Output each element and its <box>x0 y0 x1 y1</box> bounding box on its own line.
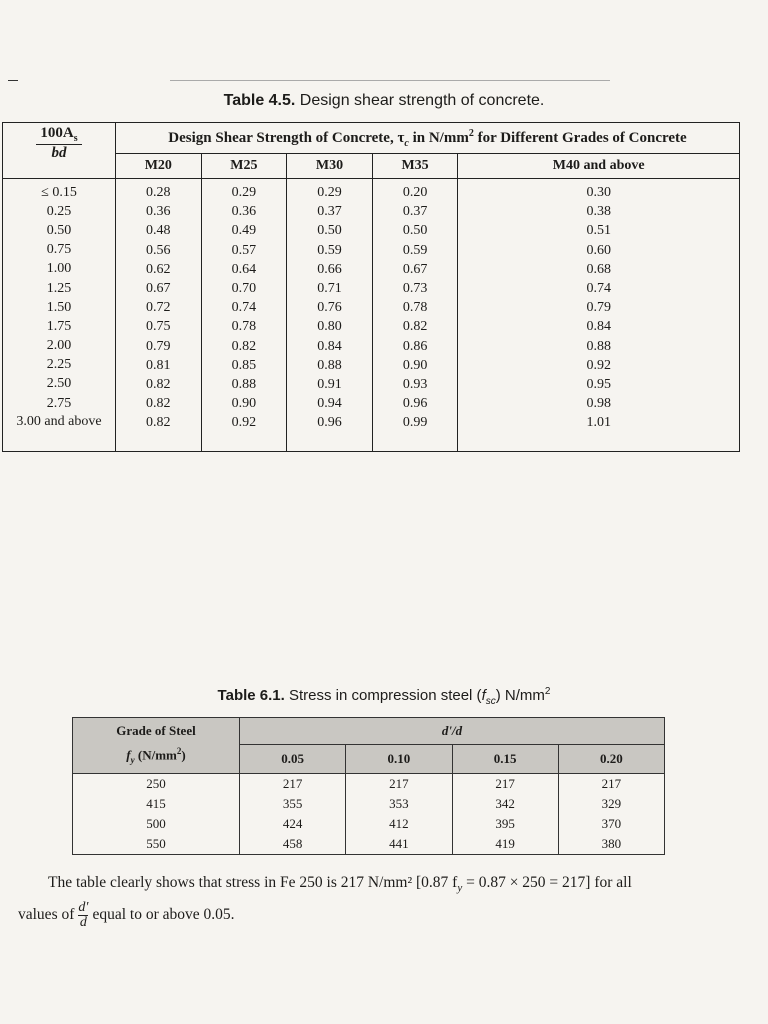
grade-header: M30 <box>287 154 373 179</box>
table-row <box>3 298 740 317</box>
note-line2-start: values of <box>18 906 75 924</box>
strength-cell: 0.56 <box>116 241 202 260</box>
strength-cell: 0.62 <box>116 260 202 279</box>
header-unit: in N/mm <box>408 129 469 146</box>
strength-cell: 0.30 <box>458 179 740 203</box>
dd-ratio-header: d'/d <box>240 718 665 745</box>
ratio-cell: 0.50 <box>3 221 116 240</box>
strength-cell: 0.91 <box>287 375 373 394</box>
ratio-cell: 1.75 <box>3 317 116 336</box>
ratio-denominator: bd <box>51 145 67 161</box>
ratio-cell: 0.25 <box>3 202 116 221</box>
table-row <box>3 241 740 260</box>
table-4-5 <box>2 122 740 452</box>
table-row <box>3 279 740 298</box>
strength-cell: 0.48 <box>116 221 202 240</box>
strength-cell: 0.96 <box>287 413 373 452</box>
ratio-cell: 2.00 <box>3 337 116 356</box>
strength-cell: 0.81 <box>116 356 202 375</box>
strength-cell: 0.88 <box>201 375 287 394</box>
table-6-1 <box>72 717 665 855</box>
strength-cell: 0.59 <box>287 241 373 260</box>
strength-cell: 0.82 <box>116 375 202 394</box>
strength-cell: 0.82 <box>116 413 202 452</box>
strength-cell: 0.74 <box>458 279 740 298</box>
strength-cell: 0.51 <box>458 221 740 240</box>
table-row <box>3 179 740 203</box>
ratio-cell: 1.50 <box>3 298 116 317</box>
strength-cell: 0.73 <box>372 279 458 298</box>
table-row <box>3 337 740 356</box>
table-row <box>3 413 740 452</box>
steel-grade-cell: 550 <box>73 834 240 855</box>
dd-value-header: 0.15 <box>452 745 558 774</box>
ratio-cell: 2.50 <box>3 375 116 394</box>
strength-cell: 0.64 <box>201 260 287 279</box>
strength-cell: 0.70 <box>201 279 287 298</box>
strength-cell: 0.79 <box>116 337 202 356</box>
ratio-cell: 2.25 <box>3 356 116 375</box>
strength-cell: 0.82 <box>201 337 287 356</box>
dd-value-header: 0.05 <box>240 745 346 774</box>
strength-cell: 0.59 <box>372 241 458 260</box>
strength-cell: 0.82 <box>372 317 458 336</box>
caption-sub: sc <box>485 696 496 707</box>
steel-grade-header <box>73 718 240 774</box>
strength-cell: 0.88 <box>458 337 740 356</box>
table-row <box>73 794 665 814</box>
note-line2-end: equal to or above 0.05. <box>92 906 235 924</box>
table-row <box>3 317 740 336</box>
strength-cell: 0.94 <box>287 394 373 413</box>
strength-cell: 0.92 <box>458 356 740 375</box>
steel-header-unit: (N/mm <box>134 747 177 763</box>
steel-header-sup: 2 <box>176 746 182 757</box>
table-4-5-title: Design shear strength of concrete. <box>295 92 545 109</box>
table-row <box>3 394 740 413</box>
strength-cell: 0.80 <box>287 317 373 336</box>
caption-end: ) N/mm <box>495 687 545 704</box>
strength-cell: 0.82 <box>116 394 202 413</box>
ratio-cell: 1.00 <box>3 260 116 279</box>
ratio-cell: 3.00 and above <box>3 413 116 452</box>
stress-cell: 342 <box>452 794 558 814</box>
shear-strength-header <box>116 123 740 154</box>
strength-cell: 0.57 <box>201 241 287 260</box>
table-row <box>73 774 665 795</box>
strength-cell: 0.90 <box>372 356 458 375</box>
header-sub: c <box>404 137 409 149</box>
ratio-header <box>3 123 116 179</box>
steel-header-line1: Grade of Steel <box>116 723 196 739</box>
grade-header: M20 <box>116 154 202 179</box>
stress-cell: 370 <box>558 814 664 834</box>
strength-cell: 0.29 <box>287 179 373 203</box>
strength-cell: 0.90 <box>201 394 287 413</box>
strength-cell: 0.60 <box>458 241 740 260</box>
table-6-1-caption <box>0 686 768 707</box>
table-row <box>3 356 740 375</box>
explanatory-note <box>18 870 738 930</box>
note-sub: y <box>457 882 463 895</box>
header-text: Design Shear Strength of Concrete, τ <box>168 129 405 146</box>
strength-cell: 1.01 <box>458 413 740 452</box>
table-row <box>3 221 740 240</box>
strength-cell: 0.36 <box>116 202 202 221</box>
table-row <box>3 202 740 221</box>
ratio-cell: 1.25 <box>3 279 116 298</box>
stress-cell: 458 <box>240 834 346 855</box>
stress-cell: 329 <box>558 794 664 814</box>
stress-cell: 441 <box>346 834 452 855</box>
stress-cell: 419 <box>452 834 558 855</box>
steel-header-sub: y <box>130 754 135 765</box>
stress-cell: 424 <box>240 814 346 834</box>
steel-grade-cell: 415 <box>73 794 240 814</box>
strength-cell: 0.67 <box>372 260 458 279</box>
page-dash <box>8 80 18 81</box>
strength-cell: 0.93 <box>372 375 458 394</box>
grade-header: M40 and above <box>458 154 740 179</box>
strength-cell: 0.78 <box>372 298 458 317</box>
note-line1-end: = 0.87 × 250 = 217] for all <box>462 874 632 891</box>
d-ratio-fraction <box>78 901 88 930</box>
ratio-cell: ≤ 0.15 <box>3 179 116 203</box>
strength-cell: 0.74 <box>201 298 287 317</box>
strength-cell: 0.66 <box>287 260 373 279</box>
strength-cell: 0.99 <box>372 413 458 452</box>
stress-cell: 395 <box>452 814 558 834</box>
table-row <box>73 814 665 834</box>
strength-cell: 0.92 <box>201 413 287 452</box>
strength-cell: 0.28 <box>116 179 202 203</box>
table-row <box>3 375 740 394</box>
strength-cell: 0.96 <box>372 394 458 413</box>
strength-cell: 0.37 <box>372 202 458 221</box>
strength-cell: 0.49 <box>201 221 287 240</box>
caption-sup: 2 <box>544 686 551 697</box>
stress-cell: 217 <box>346 774 452 795</box>
stress-cell: 355 <box>240 794 346 814</box>
strength-cell: 0.95 <box>458 375 740 394</box>
strength-cell: 0.84 <box>287 337 373 356</box>
table-row <box>73 834 665 855</box>
table-row <box>3 260 740 279</box>
ratio-subscript: s <box>73 133 78 144</box>
header-rule <box>170 80 610 81</box>
strength-cell: 0.85 <box>201 356 287 375</box>
grade-header: M25 <box>201 154 287 179</box>
caption-f: f <box>481 687 486 704</box>
strength-cell: 0.88 <box>287 356 373 375</box>
strength-cell: 0.37 <box>287 202 373 221</box>
stress-cell: 412 <box>346 814 452 834</box>
header-sup: 2 <box>468 127 474 139</box>
steel-header-f: f <box>126 747 131 763</box>
strength-cell: 0.20 <box>372 179 458 203</box>
strength-cell: 0.79 <box>458 298 740 317</box>
dd-value-header: 0.10 <box>346 745 452 774</box>
ratio-cell: 2.75 <box>3 394 116 413</box>
strength-cell: 0.67 <box>116 279 202 298</box>
stress-cell: 217 <box>452 774 558 795</box>
caption-text: Stress in compression steel ( <box>284 687 482 704</box>
stress-cell: 353 <box>346 794 452 814</box>
stress-cell: 217 <box>240 774 346 795</box>
dd-value-header: 0.20 <box>558 745 664 774</box>
ratio-cell: 0.75 <box>3 241 116 260</box>
table-4-5-label: Table 4.5. <box>223 92 296 109</box>
strength-cell: 0.72 <box>116 298 202 317</box>
fraction-denominator: d <box>79 915 87 931</box>
table-4-5-caption <box>0 92 768 110</box>
strength-cell: 0.68 <box>458 260 740 279</box>
strength-cell: 0.29 <box>201 179 287 203</box>
stress-cell: 217 <box>558 774 664 795</box>
strength-cell: 0.38 <box>458 202 740 221</box>
strength-cell: 0.50 <box>287 221 373 240</box>
table-6-1-label: Table 6.1. <box>217 687 285 704</box>
stress-cell: 380 <box>558 834 664 855</box>
strength-cell: 0.50 <box>372 221 458 240</box>
ratio-numerator: 100A <box>40 125 74 141</box>
steel-grade-cell: 500 <box>73 814 240 834</box>
fraction-numerator: d′ <box>78 900 89 916</box>
strength-cell: 0.84 <box>458 317 740 336</box>
grade-header: M35 <box>372 154 458 179</box>
steel-grade-cell: 250 <box>73 774 240 795</box>
strength-cell: 0.86 <box>372 337 458 356</box>
strength-cell: 0.76 <box>287 298 373 317</box>
strength-cell: 0.78 <box>201 317 287 336</box>
strength-cell: 0.75 <box>116 317 202 336</box>
header-end: for Different Grades of Concrete <box>473 129 687 146</box>
strength-cell: 0.71 <box>287 279 373 298</box>
note-line1: The table clearly shows that stress in Fe 250 is 217 N/mm² [0.87 f <box>48 874 458 891</box>
strength-cell: 0.98 <box>458 394 740 413</box>
steel-header-close: ) <box>181 747 186 763</box>
strength-cell: 0.36 <box>201 202 287 221</box>
